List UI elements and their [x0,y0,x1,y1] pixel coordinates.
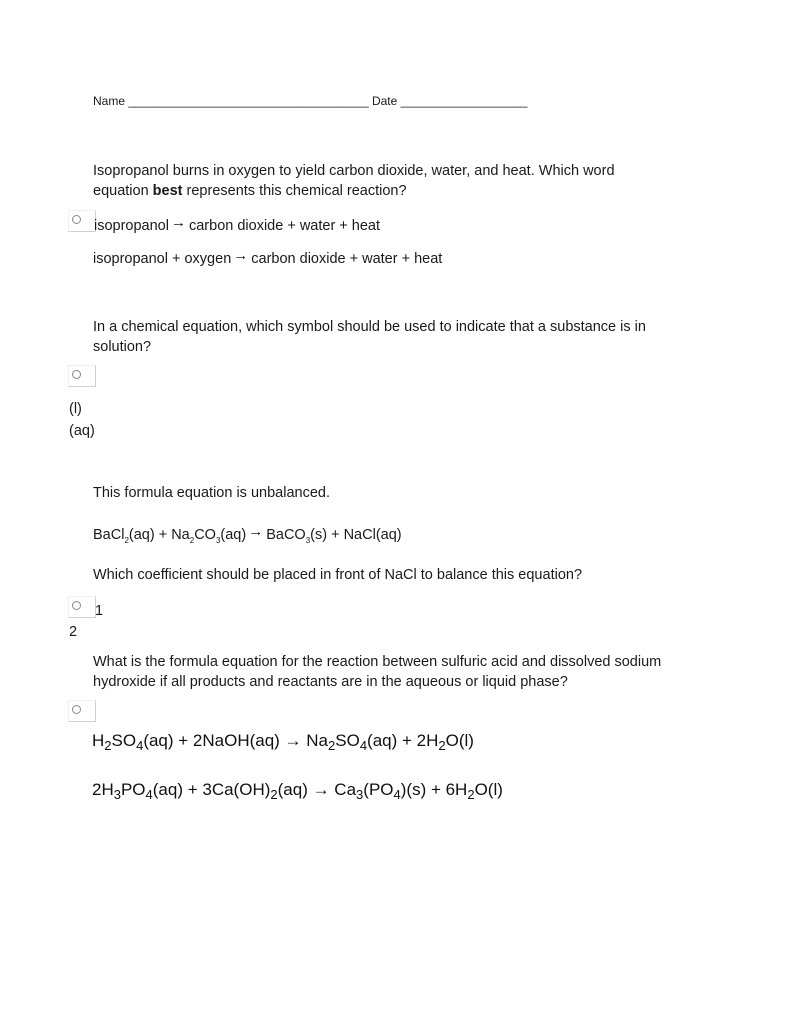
question-2-option-1[interactable]: (l) [69,401,82,417]
question-3-option-2[interactable]: 2 [69,624,78,640]
radio-circle-icon [72,705,81,714]
question-1-text: Isopropanol burns in oxygen to yield carbon dioxide, water, and heat. Which word equation best represents this chemical reaction? [93,163,615,199]
question-3-prompt: Which coefficient should be placed in front of NaCl to balance this equation? [93,567,583,583]
arrow-right-icon: → [248,523,264,540]
question-3-option-1[interactable]: 1 [95,603,104,619]
emphasis-best: best [152,183,183,199]
radio-circle-icon [72,370,81,379]
arrow-right-icon: → [233,247,249,264]
date-label: Date [371,94,398,108]
question-4-text: What is the formula equation for the reaction between sulfuric acid and dissolved sodium hydroxide if all products and reactants are in the aqueous or liquid phase? [93,654,662,690]
question-4-option-2-equation[interactable]: $2H_3PO_4(aq) + 3Ca(OH)_2(aq) \to Ca_3(PO_4)(s) + 6H_2O(l)$ [92,780,503,802]
question-3-equation: BaCl$_2$(aq) + $Na_2CO_3(aq)$ → BaCO$_3$(s) + NaCl(aq) [93,523,402,545]
question-2-radio-button[interactable] [68,365,96,387]
question-4-option-1-equation[interactable]: $H_2SO_4(aq)$ + 2NaOH(aq) → $Na_2SO_4(aq) + 2H_2O(l)$ [92,731,474,753]
question-1-option-1[interactable]: isopropanol → carbon dioxide + water + heat [94,214,381,234]
date-line: ___________________ [400,94,528,108]
question-2-text: In a chemical equation, which symbol should be used to indicate that a substance is in solution? [93,319,646,355]
question-1-option-2[interactable]: isopropanol + oxygen → carbon dioxide + water + heat [93,247,443,267]
arrow-right-icon: → [170,214,186,231]
question-3-radio-button[interactable] [68,596,96,618]
name-label: Name [93,94,126,108]
question-1-radio-button[interactable] [68,210,96,232]
name-date-header [93,94,527,108]
name-line: ____________________________________ [128,94,369,108]
question-3-text: This formula equation is unbalanced. [93,485,330,501]
radio-circle-icon [72,601,81,610]
radio-circle-icon [72,215,81,224]
question-2-option-2[interactable]: (aq) [69,423,95,439]
question-4-radio-button[interactable] [68,700,96,722]
